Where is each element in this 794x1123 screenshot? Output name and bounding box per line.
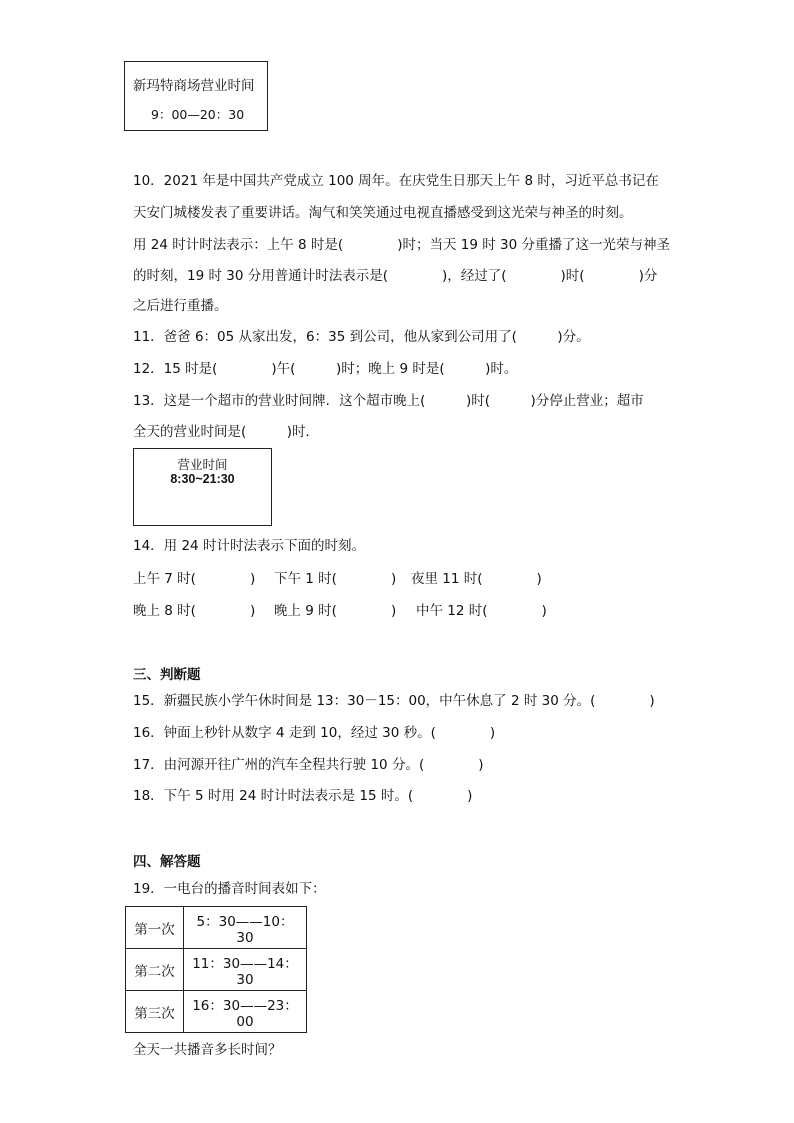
section-3-heading: 三、判断题 — [133, 667, 201, 683]
q17: 17．由河源开往广州的汽车全程共行驶 10 分。( ) — [133, 757, 484, 773]
q14-item-6: 中午 12 时( ) — [416, 603, 547, 619]
q10-line1: 10．2021 年是中国共产党成立 100 周年。在庆党生日那天上午 8 时，习近平总书记在 — [133, 173, 659, 189]
q12: 12．15 时是( )午( )时；晚上 9 时是( )时。 — [133, 361, 518, 377]
q13-line1: 13．这是一个超市的营业时间牌．这个超市晚上( )时( )分停止营业；超市 — [133, 393, 644, 409]
mall-hours-sign — [124, 61, 268, 131]
table-cell: 11：30——14：30 — [184, 949, 307, 991]
q14-item-2: 下午 1 时( ) — [274, 571, 397, 587]
table-cell: 第三次 — [126, 991, 184, 1033]
table-row — [126, 907, 307, 949]
q14-item-4: 晚上 8 时( ) — [133, 603, 256, 619]
mall-hours-title: 新玛特商场营业时间 — [133, 78, 255, 94]
broadcast-schedule-table — [125, 906, 307, 1033]
supermarket-hours-sign — [133, 448, 272, 526]
mall-hours-value: 9：00—20：30 — [151, 107, 245, 122]
table-row — [126, 949, 307, 991]
supermarket-hours-title: 营业时间 — [177, 457, 228, 472]
table-cell: 16：30——23：00 — [184, 991, 307, 1033]
q16: 16．钟面上秒针从数字 4 走到 10，经过 30 秒。( ) — [133, 725, 496, 741]
supermarket-hours-value: 8:30~21:30 — [170, 472, 235, 486]
q18: 18．下午 5 时用 24 时计时法表示是 15 时。( ) — [133, 788, 473, 804]
table-cell: 第一次 — [126, 907, 184, 949]
q19-intro: 19．一电台的播音时间表如下： — [133, 881, 326, 897]
q14-item-3: 夜里 11 时( ) — [411, 571, 542, 587]
q10-line2: 天安门城楼发表了重要讲话。淘气和笑笑通过电视直播感受到这光荣与神圣的时刻。 — [133, 205, 633, 221]
q10-line4: 的时刻，19 时 30 分用普通计时法表示是( )，经过了( )时( )分 — [133, 268, 658, 284]
q14-title: 14．用 24 时计时法表示下面的时刻。 — [133, 538, 365, 554]
q11: 11．爸爸 6：05 从家出发，6：35 到公司，他从家到公司用了( )分。 — [133, 329, 590, 345]
q13-line2: 全天的营业时间是( )时． — [133, 424, 320, 440]
q14-item-5: 晚上 9 时( ) — [274, 603, 397, 619]
table-cell: 5：30——10：30 — [184, 907, 307, 949]
q19-question: 全天一共播音多长时间？ — [133, 1042, 282, 1058]
q15: 15．新疆民族小学午休时间是 13：30－15：00，中午休息了 2 时 30 分。( ) — [133, 693, 655, 709]
section-4-heading: 四、解答题 — [133, 854, 201, 870]
q10-line5: 之后进行重播。 — [133, 298, 228, 314]
table-cell: 第二次 — [126, 949, 184, 991]
table-row — [126, 991, 307, 1033]
q10-line3: 用 24 时计时法表示：上午 8 时是( )时；当天 19 时 30 分重播了这一光荣与神圣 — [133, 237, 670, 253]
q14-item-1: 上午 7 时( ) — [133, 571, 256, 587]
